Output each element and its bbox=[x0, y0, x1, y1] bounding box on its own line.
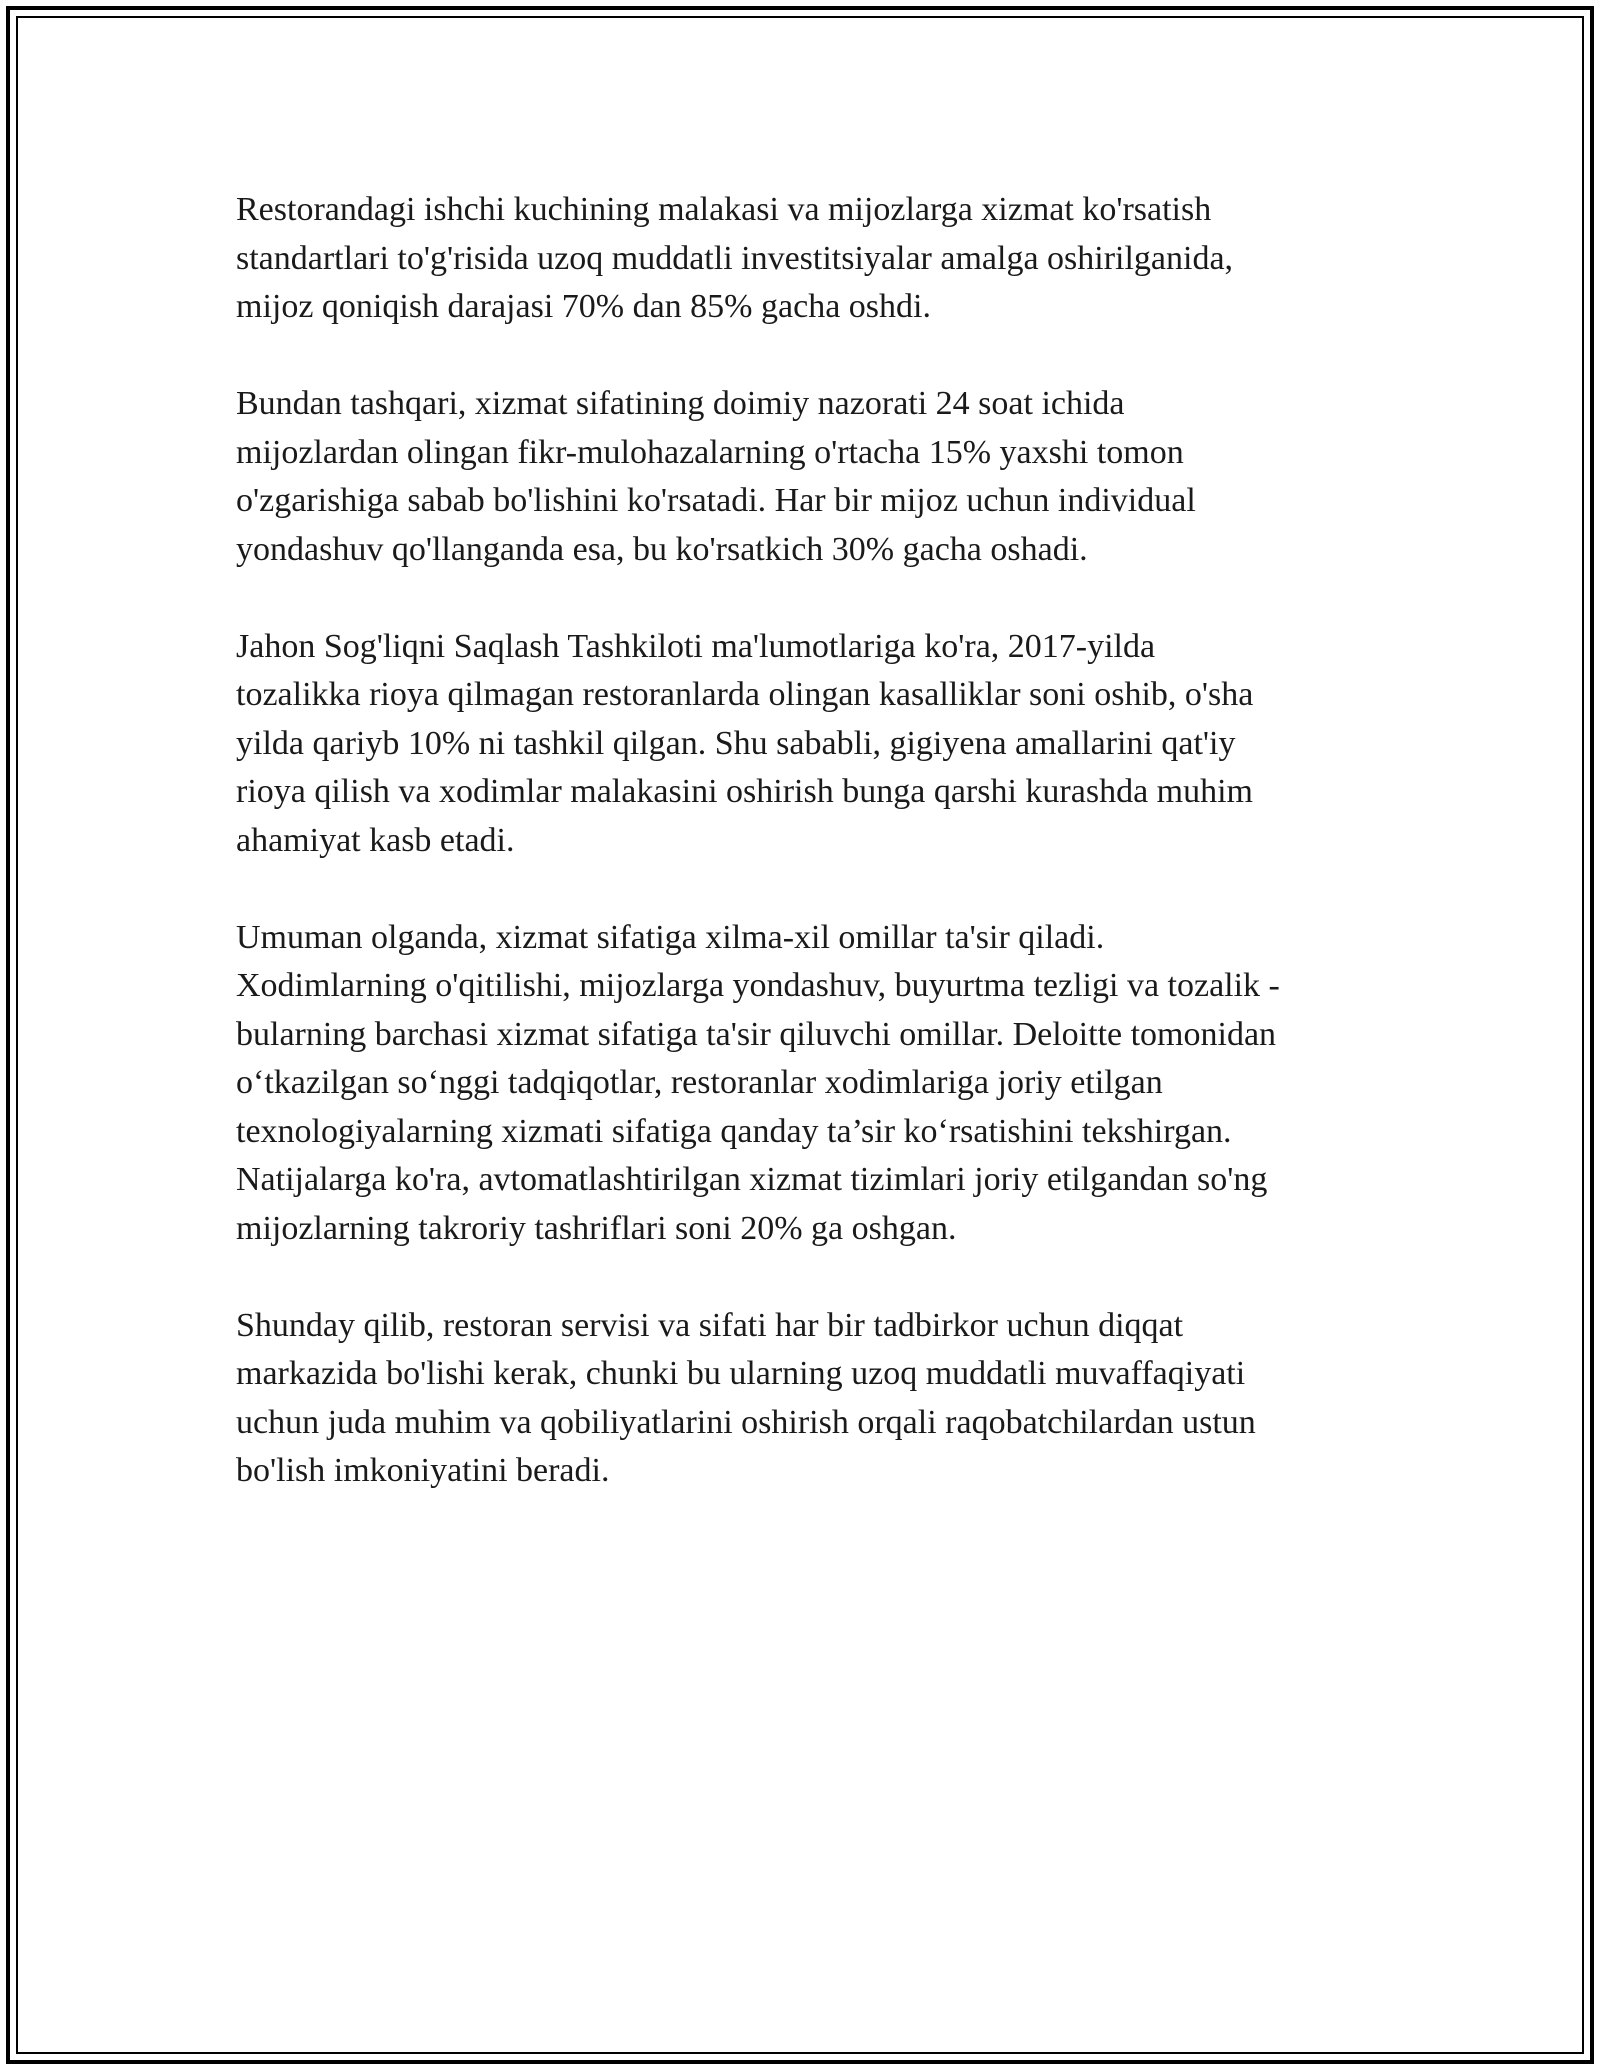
paragraph-2: Bundan tashqari, xizmat sifatining doimiy nazorati 24 soat ichida mijozlardan olingan fikr-mulohazalarning o'rtacha 15% yaxshi tomon o'zgarishiga sabab bo'lishini ko'rsatadi. Har bir mijoz uchun individual yondashuv qo'llanganda esa, bu ko'rsatkich 30% gacha oshadi. bbox=[236, 385, 1196, 568]
paragraph-1: Restorandagi ishchi kuchining malakasi va mijozlarga xizmat ko'rsatish standartlari to'g'risida uzoq muddatli investitsiyalar amalga oshirilganida, mijoz qoniqish darajasi 70% dan 85% gacha oshdi. bbox=[236, 191, 1234, 325]
document-body bbox=[236, 186, 1366, 1544]
paragraph-5: Shunday qilib, restoran servisi va sifati har bir tadbirkor uchun diqqat markazida bo'lishi kerak, chunki bu ularning uzoq muddatli muvaffaqiyati uchun juda muhim va qobiliyatlarini oshirish orqali raqobatchilardan ustun bo'lish imkoniyatini beradi. bbox=[236, 1306, 1256, 1489]
paragraph-4: Umuman olganda, xizmat sifatiga xilma-xil omillar ta'sir qiladi. Xodimlarning o'qitilishi, mijozlarga yondashuv, buyurtma tezligi va tozalik - bularning barchasi xizmat sifatiga ta'sir qiluvchi omillar. Deloitte tomonidan o‘tkazilgan so‘nggi tadqiqotlar, restoranlar xodimlariga joriy etilgan texnologiyalarning xizmati sifatiga qanday ta’sir ko‘rsatishini tekshirgan. Natijalarga ko'ra, avtomatlashtirilgan xizmat tizimlari joriy etilgandan so'ng mijozlarning takroriy tashriflari soni 20% ga oshgan. bbox=[236, 918, 1280, 1247]
paragraph-3: Jahon Sog'liqni Saqlash Tashkiloti ma'lumotlariga ko'ra, 2017-yilda tozalikka rioya qilmagan restoranlarda olingan kasalliklar soni oshib, o'sha yilda qariyb 10% ni tashkil qilgan. Shu sababli, gigiyena amallarini qat'iy rioya qilish va xodimlar malakasini oshirish bunga qarshi kurashda muhim ahamiyat kasb etadi. bbox=[236, 627, 1254, 859]
